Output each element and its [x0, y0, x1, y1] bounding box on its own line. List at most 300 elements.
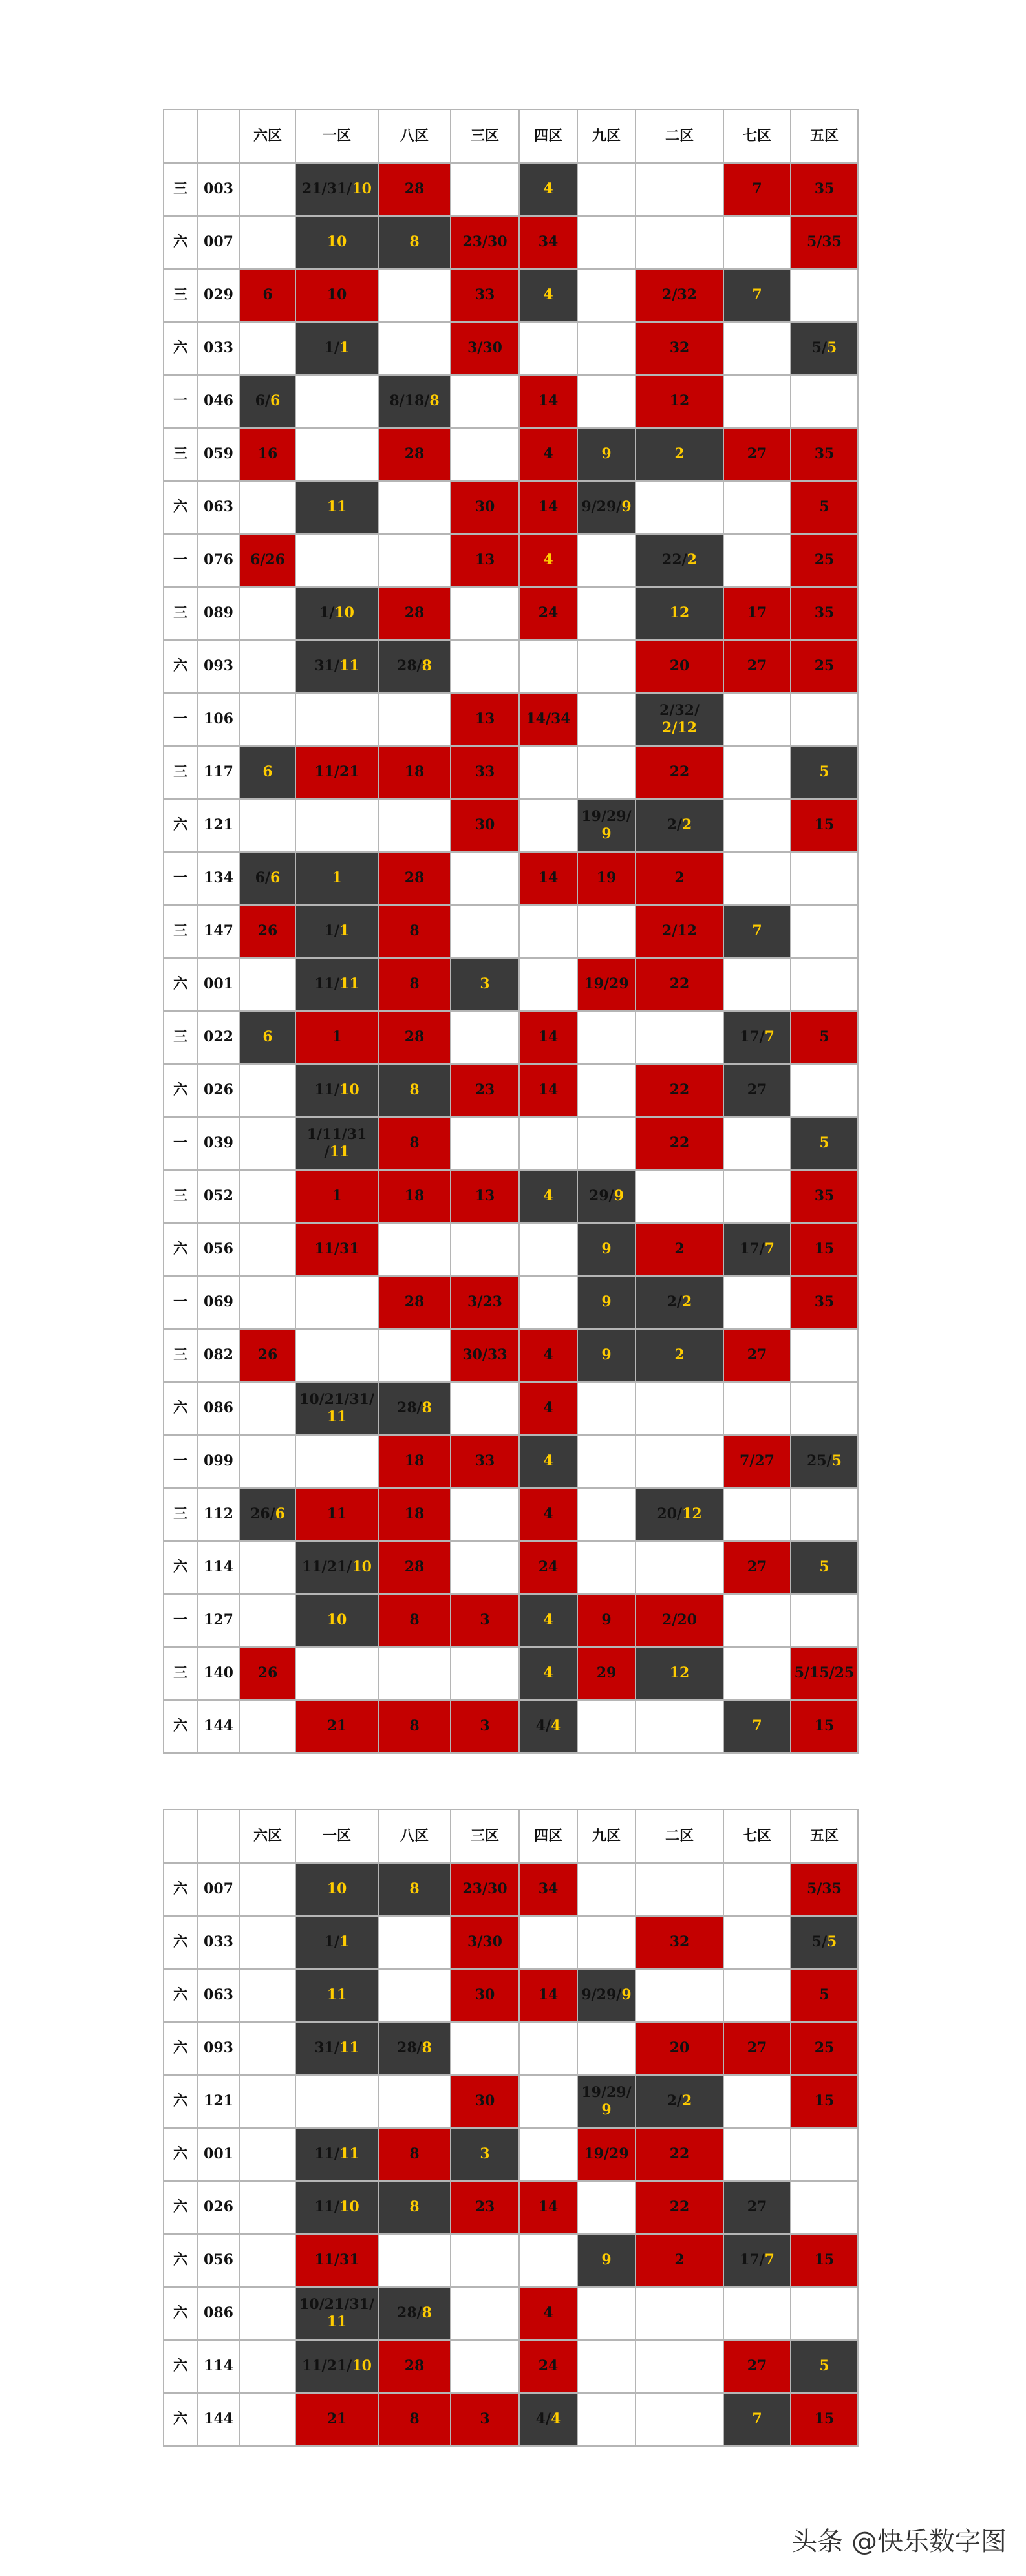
column-header: 五区: [791, 1809, 858, 1863]
column-header: 七区: [723, 1809, 791, 1863]
cell-highlight-number: 11: [339, 657, 359, 675]
zone-cell: [636, 2287, 723, 2340]
table-row: [164, 481, 858, 534]
cell-number: 27: [747, 445, 767, 463]
cell-number: 8: [409, 2411, 420, 2428]
weekday-cell: [164, 1329, 197, 1382]
zone-cell: [791, 2393, 858, 2446]
zone-cell: [577, 322, 636, 375]
cell-number: 23: [475, 2198, 495, 2216]
zone-cell: [451, 375, 519, 428]
zone-cell: [577, 1435, 636, 1488]
cell-number: 15: [814, 1240, 835, 1258]
zone-cell: [791, 2234, 858, 2287]
zone-cell: [451, 799, 519, 852]
weekday-cell: [164, 2181, 197, 2234]
weekday-cell: [164, 2022, 197, 2075]
zone-cell: [723, 1276, 791, 1329]
zone-cell: [577, 2287, 636, 2340]
cell-highlight-number: 12: [669, 1665, 690, 1682]
cell-highlight-number: 5: [827, 1933, 837, 1951]
cell-highlight-number: 4: [543, 286, 553, 304]
weekday-cell: [164, 1435, 197, 1488]
zone-cell: [240, 799, 295, 852]
cell-number: 9: [601, 1612, 612, 1629]
weekday-cell: [164, 958, 197, 1011]
cell-number: 5/15/25: [794, 1665, 855, 1682]
zone-cell: [519, 1329, 577, 1382]
cell-number: 30: [475, 498, 495, 516]
zone-cell: [378, 1916, 451, 1969]
cell-number: 19/29: [584, 975, 629, 993]
issue-cell: [197, 1863, 240, 1916]
zone-cell: [723, 2075, 791, 2128]
cell-number: 6: [262, 286, 273, 304]
zone-cell: [378, 1011, 451, 1064]
zone-cell: [378, 958, 451, 1011]
issue-cell: [197, 2022, 240, 2075]
cell-number: 六: [173, 1986, 187, 2004]
zone-cell: [519, 1969, 577, 2022]
cell-highlight-number: 8: [429, 392, 440, 410]
weekday-cell: [164, 1117, 197, 1170]
cell-number: 33: [475, 763, 495, 781]
table-row: [164, 1223, 858, 1276]
zone-cell: [295, 428, 378, 481]
zone-cell: [723, 2234, 791, 2287]
zone-cell: [295, 2181, 378, 2234]
table-row: [164, 1488, 858, 1541]
zone-cell: [723, 216, 791, 269]
zone-cell: [636, 322, 723, 375]
cell-number: 33: [475, 286, 495, 304]
zone-cell: [636, 1382, 723, 1435]
cell-number: 11/: [314, 2145, 340, 2163]
cell-highlight-number: 11: [329, 1144, 350, 1160]
zone-cell: [519, 799, 577, 852]
cell-number: 14: [538, 1028, 559, 1046]
issue-cell: [197, 2393, 240, 2446]
zone-cell: [378, 1863, 451, 1916]
zone-cell: [636, 1435, 723, 1488]
zone-cell: [791, 2075, 858, 2128]
zone-cell: [791, 587, 858, 640]
cell-number: 2: [674, 2251, 685, 2269]
zone-cell: [240, 2128, 295, 2181]
cell-number: 26: [257, 1665, 278, 1682]
cell-number: 28: [404, 869, 425, 887]
cell-number: 033: [204, 1933, 233, 1951]
cell-number: 082: [204, 1347, 233, 1364]
cell-number: 28: [404, 1559, 425, 1576]
cell-highlight-number: 4: [543, 1453, 553, 1470]
zone-cell: [378, 905, 451, 958]
zone-cell: [240, 1488, 295, 1541]
zone-cell: [791, 1117, 858, 1170]
zone-cell: [378, 1064, 451, 1117]
zone-cell: [791, 163, 858, 216]
zone-cell: [636, 375, 723, 428]
table-row: [164, 799, 858, 852]
table-row: [164, 587, 858, 640]
cell-number: 19: [596, 869, 617, 887]
zone-cell: [519, 2393, 577, 2446]
issue-cell: [197, 905, 240, 958]
cell-number: 033: [204, 339, 233, 357]
cell-number: 001: [204, 2145, 233, 2163]
zone-cell: [451, 1170, 519, 1223]
zone-cell: [295, 640, 378, 693]
zone-cell: [791, 269, 858, 322]
weekday-cell: [164, 2234, 197, 2287]
table-row: [164, 2181, 858, 2234]
zone-cell: [519, 1594, 577, 1647]
zone-cell: [378, 375, 451, 428]
zone-cell: [791, 428, 858, 481]
cell-number: 一: [173, 1134, 187, 1152]
issue-cell: [197, 1969, 240, 2022]
zone-cell: [577, 746, 636, 799]
cell-number: 2: [674, 1240, 685, 1258]
zone-cell: [240, 746, 295, 799]
zone-cell: [577, 905, 636, 958]
zone-cell: [636, 1117, 723, 1170]
cell-number: 14: [538, 1986, 559, 2004]
zone-cell: [295, 1916, 378, 1969]
table-row: [164, 1117, 858, 1170]
cell-number: 13: [475, 551, 495, 569]
zone-cell: [519, 216, 577, 269]
weekday-cell: [164, 905, 197, 958]
cell-number: 六: [173, 2305, 187, 2322]
cell-highlight-number: 9: [601, 1347, 612, 1364]
zone-cell: [636, 1170, 723, 1223]
zone-cell: [723, 534, 791, 587]
zone-cell: [295, 163, 378, 216]
weekday-cell: [164, 2128, 197, 2181]
cell-number: 4: [543, 1347, 553, 1364]
issue-cell: [197, 2128, 240, 2181]
zone-cell: [723, 1969, 791, 2022]
cell-number: 069: [204, 1293, 233, 1311]
zone-cell: [723, 958, 791, 1011]
cell-number: 34: [538, 1880, 559, 1898]
cell-number: 114: [204, 2358, 233, 2375]
cell-highlight-number: 11: [326, 498, 347, 516]
zone-cell: [240, 1382, 295, 1435]
cell-number: 25: [814, 551, 835, 569]
cell-number: 六: [173, 2145, 187, 2163]
cell-number: 6/: [255, 392, 271, 410]
cell-highlight-number: 7: [752, 1718, 762, 1735]
zone-cell: [378, 852, 451, 905]
cell-number: 15: [814, 2251, 835, 2269]
cell-number: 2: [674, 869, 685, 887]
weekday-cell: [164, 799, 197, 852]
cell-number: 30: [475, 1986, 495, 2004]
zone-cell: [378, 1969, 451, 2022]
issue-cell: [197, 1382, 240, 1435]
zone-cell: [519, 481, 577, 534]
cell-highlight-number: 11: [326, 2314, 347, 2330]
cell-number: 14: [538, 1081, 559, 1099]
zone-cell: [378, 1223, 451, 1276]
column-header: 八区: [378, 1809, 451, 1863]
zone-cell: [295, 746, 378, 799]
cell-number: 三: [173, 1187, 187, 1205]
zone-cell: [791, 1223, 858, 1276]
zone-cell: [636, 1329, 723, 1382]
zone-cell: [519, 587, 577, 640]
zone-cell: [577, 852, 636, 905]
weekday-cell: [164, 1011, 197, 1064]
zone-cell: [451, 587, 519, 640]
column-header: 七区: [723, 109, 791, 163]
zone-cell: [451, 1916, 519, 1969]
table-row: [164, 2234, 858, 2287]
cell-number: 28: [404, 180, 425, 198]
cell-number: 11/31: [314, 1240, 359, 1258]
weekday-cell: [164, 2287, 197, 2340]
zone-cell: [378, 746, 451, 799]
cell-number: 三: [173, 445, 187, 463]
cell-highlight-number: 6: [270, 392, 281, 410]
issue-cell: [197, 534, 240, 587]
cell-highlight-number: 8: [422, 657, 432, 675]
zone-cell: [519, 1276, 577, 1329]
cell-number: 8: [409, 1134, 420, 1152]
column-header: [164, 1809, 197, 1863]
zone-cell: [295, 2022, 378, 2075]
cell-highlight-number: 1: [332, 869, 342, 887]
zone-cell: [240, 1916, 295, 1969]
zone-cell: [295, 2234, 378, 2287]
table-row: [164, 1435, 858, 1488]
cell-number: 046: [204, 392, 233, 410]
cell-number: 2/: [667, 2092, 683, 2110]
cell-highlight-number: 4: [543, 551, 553, 569]
cell-highlight-number: 5: [827, 339, 837, 357]
cell-highlight-number: 2: [682, 816, 692, 834]
zone-cell: [295, 375, 378, 428]
cell-number: 六: [173, 233, 187, 251]
cell-number: 5/35: [807, 1880, 842, 1898]
zone-cell: [240, 269, 295, 322]
cell-highlight-number: 4: [543, 1665, 553, 1682]
cell-number: 三: [173, 1506, 187, 1523]
cell-highlight-number: 9: [621, 498, 632, 516]
zone-cell: [577, 2075, 636, 2128]
zone-cell: [451, 2181, 519, 2234]
zone-cell: [240, 216, 295, 269]
zone-cell: [378, 1382, 451, 1435]
cell-number: 11/21/: [302, 2358, 352, 2375]
cell-number: 029: [204, 286, 233, 304]
issue-cell: [197, 1647, 240, 1700]
cell-number: 3/30: [467, 339, 502, 357]
zone-cell: [378, 1488, 451, 1541]
zone-cell: [295, 1863, 378, 1916]
zone-cell: [240, 2287, 295, 2340]
zone-cell: [723, 2181, 791, 2234]
zone-cell: [519, 2234, 577, 2287]
zone-cell: [791, 852, 858, 905]
issue-cell: [197, 375, 240, 428]
cell-number: 35: [814, 180, 835, 198]
cell-number: 1/: [324, 922, 340, 940]
cell-highlight-number: 10: [352, 180, 372, 198]
cell-number: 059: [204, 445, 233, 463]
zone-cell: [791, 1863, 858, 1916]
issue-cell: [197, 1329, 240, 1382]
cell-number: 28/: [397, 2305, 422, 2322]
cell-number: 8: [409, 1718, 420, 1735]
zone-cell: [295, 2393, 378, 2446]
zone-cell: [723, 428, 791, 481]
zone-cell: [295, 1064, 378, 1117]
cell-number: 8: [409, 2145, 420, 2163]
cell-number: 六: [173, 1880, 187, 1898]
zone-cell: [577, 2181, 636, 2234]
zone-cell: [577, 269, 636, 322]
cell-highlight-number: 6: [262, 763, 273, 781]
cell-number: 1/: [324, 1933, 340, 1951]
cell-number: 25/: [807, 1453, 832, 1470]
zone-cell: [378, 534, 451, 587]
cell-number: 一: [173, 551, 187, 569]
zone-cell: [295, 1647, 378, 1700]
cell-number: 144: [204, 1718, 233, 1735]
zone-cell: [295, 799, 378, 852]
cell-number: 114: [204, 1559, 233, 1576]
zone-cell: [723, 1064, 791, 1117]
cell-number: 9/29/: [581, 1986, 622, 2004]
weekday-cell: [164, 481, 197, 534]
zone-cell: [451, 534, 519, 587]
zone-cell: [723, 2340, 791, 2393]
zone-cell: [577, 163, 636, 216]
column-header: [197, 109, 240, 163]
cell-highlight-number: 10: [339, 1081, 359, 1099]
cell-highlight-number: 2: [687, 551, 697, 569]
cell-number: 21/31/: [302, 180, 352, 198]
zone-cell: [378, 640, 451, 693]
table-row: [164, 428, 858, 481]
zone-cell: [577, 375, 636, 428]
cell-number: 13: [475, 1187, 495, 1205]
zone-cell: [378, 1435, 451, 1488]
cell-number: 6/26: [250, 551, 285, 569]
issue-cell: [197, 1700, 240, 1753]
cell-number: 30: [475, 2092, 495, 2110]
zone-cell: [791, 2287, 858, 2340]
cell-highlight-number: 1: [339, 922, 350, 940]
weekday-cell: [164, 322, 197, 375]
cell-number: 24: [538, 604, 559, 622]
zone-cell: [577, 587, 636, 640]
cell-number: 026: [204, 1081, 233, 1099]
zone-cell: [240, 640, 295, 693]
zone-cell: [577, 1329, 636, 1382]
zone-cell: [240, 1541, 295, 1594]
table-row: [164, 534, 858, 587]
cell-number: 三: [173, 1665, 187, 1682]
column-header: 一区: [295, 109, 378, 163]
zone-cell: [636, 534, 723, 587]
cell-number: 5/35: [807, 233, 842, 251]
cell-number: 三: [173, 286, 187, 304]
zone-cell: [636, 852, 723, 905]
cell-highlight-number: 4: [551, 2411, 561, 2428]
cell-highlight-number: 10: [334, 604, 354, 622]
table-row: [164, 2128, 858, 2181]
zone-cell: [723, 163, 791, 216]
zone-cell: [378, 163, 451, 216]
issue-cell: [197, 1916, 240, 1969]
zone-cell: [240, 322, 295, 375]
table-row: [164, 1700, 858, 1753]
zone-cell: [295, 958, 378, 1011]
zone-cell: [519, 1916, 577, 1969]
cell-highlight-number: 8: [409, 1081, 420, 1099]
table-row: [164, 163, 858, 216]
cell-highlight-number: 3: [480, 2145, 490, 2163]
cell-number: 1: [332, 1028, 342, 1046]
zone-cell: [577, 481, 636, 534]
cell-highlight-number: 8: [422, 1400, 432, 1417]
zone-cell: [295, 1541, 378, 1594]
cell-number: 8: [409, 1612, 420, 1629]
cell-number: 19/29/: [581, 807, 632, 825]
weekday-cell: [164, 587, 197, 640]
zone-cell: [577, 693, 636, 746]
weekday-cell: [164, 746, 197, 799]
table-row: [164, 852, 858, 905]
cell-highlight-number: 10: [352, 1559, 372, 1576]
cell-number: 34: [538, 233, 559, 251]
zone-cell: [378, 587, 451, 640]
zone-cell: [723, 1329, 791, 1382]
zone-cell: [240, 1117, 295, 1170]
zone-cell: [295, 1969, 378, 2022]
zone-cell: [791, 2181, 858, 2234]
zone-cell: [791, 693, 858, 746]
cell-number: 11/21/: [302, 1559, 352, 1576]
zone-cell: [723, 1541, 791, 1594]
zone-cell: [636, 163, 723, 216]
zone-cell: [577, 1700, 636, 1753]
zone-cell: [451, 1329, 519, 1382]
zone-cell: [577, 2340, 636, 2393]
table-row: [164, 2393, 858, 2446]
table-row: [164, 2287, 858, 2340]
cell-number: 4: [543, 1506, 553, 1523]
zone-cell: [636, 2234, 723, 2287]
table-row: [164, 1594, 858, 1647]
table-row: [164, 269, 858, 322]
zone-cell: [791, 1382, 858, 1435]
zone-cell: [240, 2340, 295, 2393]
zone-cell: [519, 2181, 577, 2234]
cell-number: 022: [204, 1028, 233, 1046]
zone-cell: [295, 322, 378, 375]
zone-cell: [295, 481, 378, 534]
zone-cell: [636, 1488, 723, 1541]
cell-number: 056: [204, 2251, 233, 2269]
cell-number: /: [324, 1144, 330, 1160]
zone-cell: [791, 1541, 858, 1594]
zone-cell: [519, 1223, 577, 1276]
